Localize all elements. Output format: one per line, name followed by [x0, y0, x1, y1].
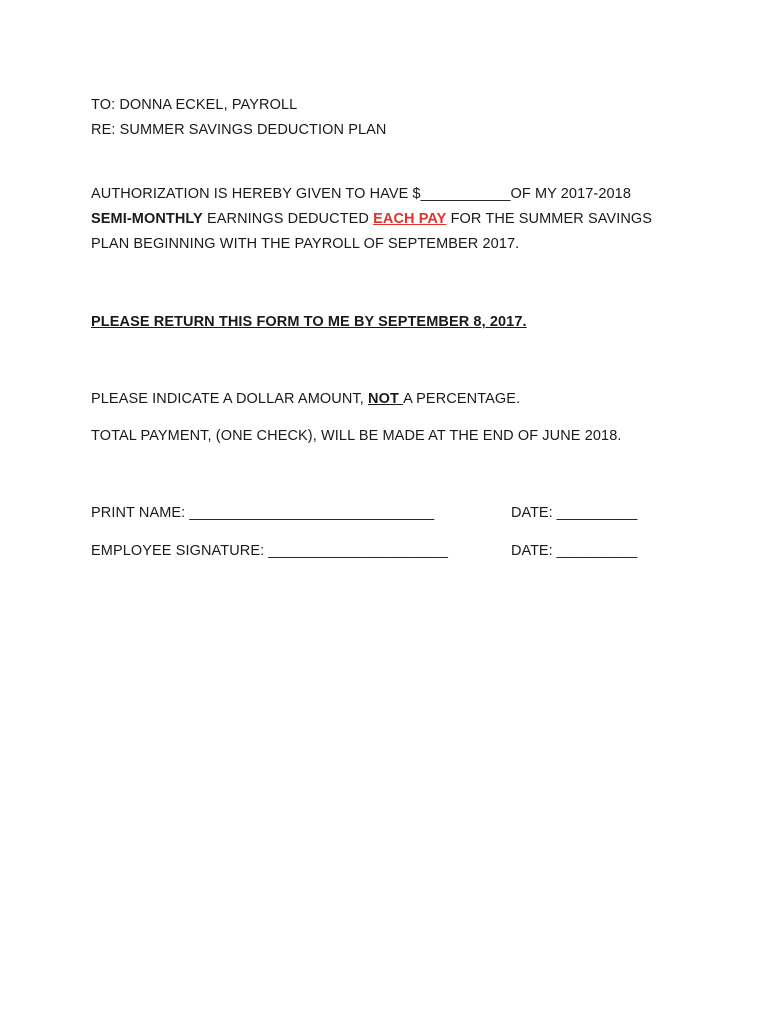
each-pay-text: EACH PAY — [373, 211, 447, 227]
semi-monthly-text: SEMI-MONTHLY — [91, 211, 203, 227]
not-text: NOT — [368, 391, 404, 407]
date-field-1[interactable]: DATE: __________ — [511, 505, 638, 521]
re-line: RE: SUMMER SAVINGS DEDUCTION PLAN — [91, 122, 387, 138]
authorization-line-2 — [91, 210, 652, 228]
dollar-amount-instruction — [91, 390, 520, 408]
dollar-amount-post: A PERCENTAGE. — [403, 391, 521, 407]
return-notice: PLEASE RETURN THIS FORM TO ME BY SEPTEMBER 8, 2017. — [91, 314, 527, 330]
authorization-line-1: AUTHORIZATION IS HEREBY GIVEN TO HAVE $___________OF MY 2017-2018 — [91, 186, 632, 202]
total-payment-text: TOTAL PAYMENT, (ONE CHECK), WILL BE MADE AT THE END OF JUNE 2018. — [91, 428, 622, 444]
employee-signature-field[interactable]: EMPLOYEE SIGNATURE: ______________________ — [91, 543, 448, 559]
earnings-deducted-text: EARNINGS DEDUCTED — [202, 211, 374, 227]
to-line: TO: DONNA ECKEL, PAYROLL — [91, 97, 298, 113]
dollar-amount-pre: PLEASE INDICATE A DOLLAR AMOUNT, — [91, 391, 369, 407]
authorization-line-3: PLAN BEGINNING WITH THE PAYROLL OF SEPTEMBER 2017. — [91, 236, 520, 252]
date-field-2[interactable]: DATE: __________ — [511, 543, 638, 559]
summer-savings-text: FOR THE SUMMER SAVINGS — [446, 211, 653, 227]
print-name-field[interactable]: PRINT NAME: ______________________________ — [91, 505, 435, 521]
